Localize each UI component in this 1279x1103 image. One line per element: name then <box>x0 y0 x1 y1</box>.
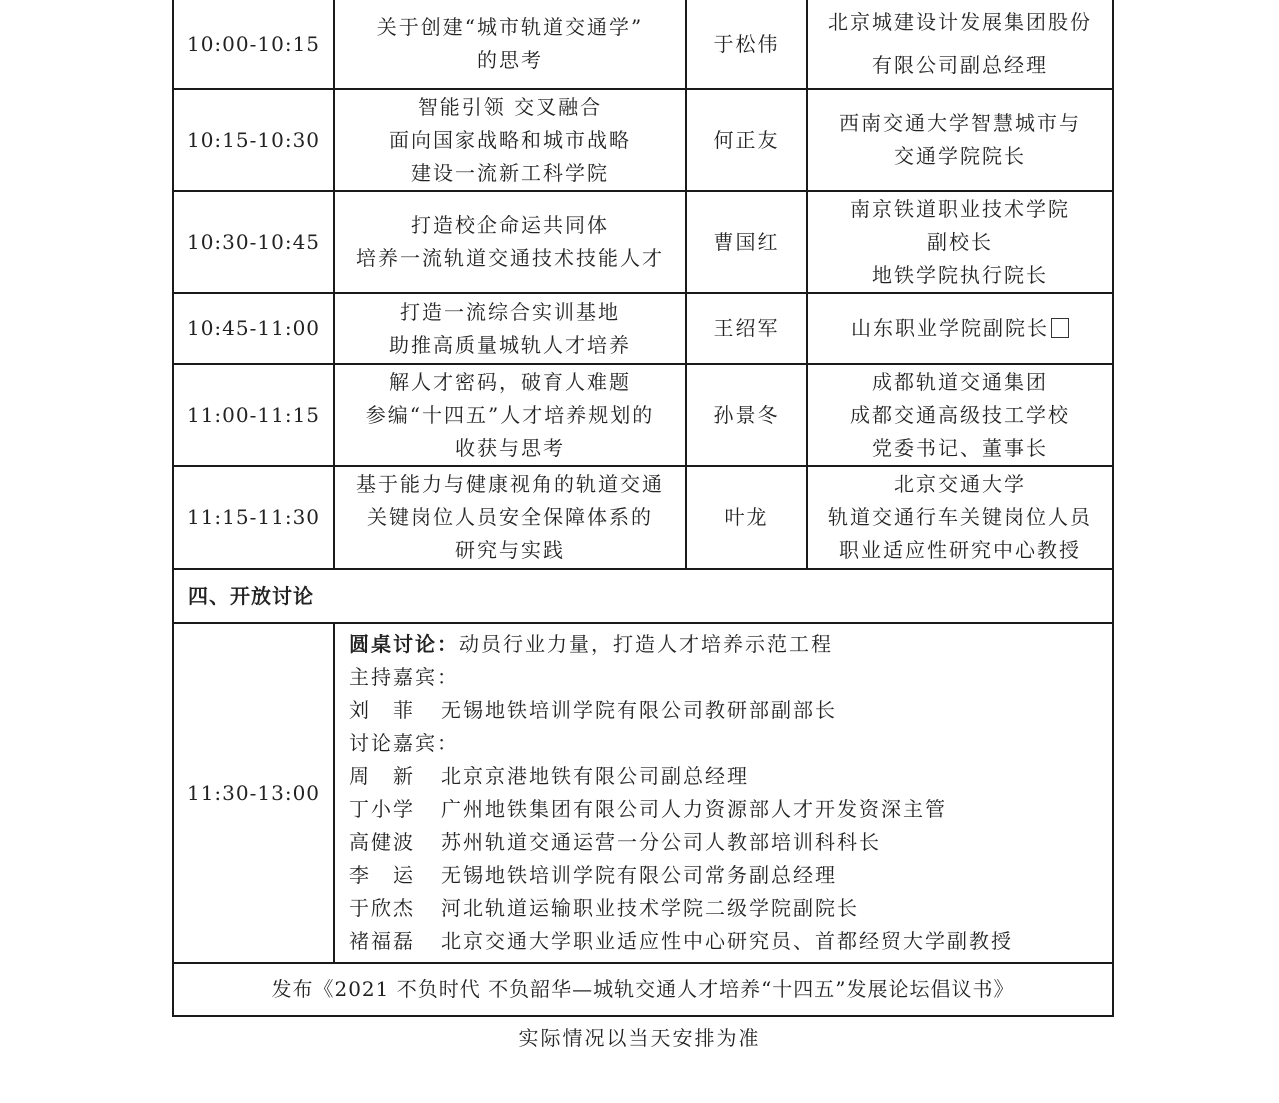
session-speaker: 王绍军 <box>686 293 807 364</box>
topic-line: 的思考 <box>477 48 543 72</box>
guest-org: 无锡地铁培训学院有限公司常务副总经理 <box>441 863 837 887</box>
session-affiliation <box>807 0 1113 89</box>
empty-box-glyph <box>1051 318 1069 338</box>
session-speaker: 孙景冬 <box>686 364 807 466</box>
guest-name: 褚福磊 <box>349 929 415 953</box>
affiliation-text: 山东职业学院副院长 <box>851 316 1049 340</box>
affiliation-line: 北京城建设计发展集团股份 <box>828 10 1092 34</box>
affiliation-line: 地铁学院执行院长 <box>872 262 1048 287</box>
agenda-table <box>172 0 1114 1017</box>
guest-org: 广州地铁集团有限公司人力资源部人才开发资深主管 <box>441 797 947 821</box>
host-name: 刘 菲 <box>349 698 415 722</box>
affiliation-line: 党委书记、董事长 <box>872 435 1048 460</box>
roundtable-time: 11:30-13:00 <box>173 623 334 963</box>
guest-name: 李 运 <box>349 863 415 887</box>
topic-line: 收获与思考 <box>455 435 565 460</box>
guest-org: 河北轨道运输职业技术学院二级学院副院长 <box>441 896 859 920</box>
topic-line: 关于创建“城市轨道交通学” <box>376 15 644 39</box>
session-speaker: 曹国红 <box>686 191 807 293</box>
affiliation-line: 成都轨道交通集团 <box>872 369 1048 394</box>
release-row <box>173 963 1113 1016</box>
guests-label: 讨论嘉宾： <box>349 731 459 755</box>
session-affiliation <box>807 364 1113 466</box>
guest-org: 北京交通大学职业适应性中心研究员、首都经贸大学副教授 <box>441 929 1013 953</box>
affiliation-line: 北京交通大学 <box>894 472 1026 496</box>
guest-entry <box>349 925 1112 958</box>
session-row <box>173 191 1113 293</box>
affiliation-line: 副校长 <box>927 229 993 254</box>
session-affiliation <box>807 293 1113 364</box>
session-speaker: 于松伟 <box>686 0 807 89</box>
session-time: 11:00-11:15 <box>173 364 334 466</box>
topic-line: 建设一流新工科学院 <box>411 160 609 185</box>
topic-line: 解人才密码，破育人难题 <box>389 369 631 394</box>
session-row <box>173 0 1113 89</box>
session-topic <box>334 466 686 569</box>
guest-entry <box>349 760 1112 793</box>
session-speaker: 何正友 <box>686 89 807 191</box>
topic-line: 培养一流轨道交通技术技能人才 <box>356 246 664 270</box>
session-affiliation <box>807 466 1113 569</box>
guest-name: 周 新 <box>349 764 415 788</box>
affiliation-line: 成都交通高级技工学校 <box>850 402 1070 427</box>
guest-name: 丁小学 <box>349 797 415 821</box>
affiliation-line: 有限公司副总经理 <box>872 53 1048 77</box>
affiliation-line: 轨道交通行车关键岗位人员 <box>828 505 1092 529</box>
host-label: 主持嘉宾： <box>349 665 459 689</box>
session-affiliation <box>807 191 1113 293</box>
guest-entry <box>349 892 1112 925</box>
topic-line: 研究与实践 <box>455 538 565 562</box>
session-topic <box>334 89 686 191</box>
section-row <box>173 569 1113 623</box>
host-org: 无锡地铁培训学院有限公司教研部副部长 <box>441 698 837 722</box>
host-entry <box>349 694 1112 727</box>
guest-org: 北京京港地铁有限公司副总经理 <box>441 764 749 788</box>
footnote: 实际情况以当天安排为准 <box>518 1026 761 1050</box>
topic-line: 基于能力与健康视角的轨道交通 <box>356 472 664 496</box>
session-time: 10:45-11:00 <box>173 293 334 364</box>
session-time: 11:15-11:30 <box>173 466 334 569</box>
session-row <box>173 293 1113 364</box>
affiliation-line: 南京铁道职业技术学院 <box>850 196 1070 221</box>
guest-name: 于欣杰 <box>349 896 415 920</box>
session-time: 10:30-10:45 <box>173 191 334 293</box>
session-affiliation <box>807 89 1113 191</box>
topic-line: 打造一流综合实训基地 <box>400 299 620 324</box>
release-text: 发布《2021 不负时代 不负韶华—城轨交通人才培养“十四五”发展论坛倡议书》 <box>173 963 1113 1016</box>
session-time: 10:00-10:15 <box>173 0 334 89</box>
session-row <box>173 364 1113 466</box>
roundtable-title-text: 动员行业力量，打造人才培养示范工程 <box>459 632 833 656</box>
topic-line: 关键岗位人员安全保障体系的 <box>367 505 653 529</box>
guest-entry <box>349 859 1112 892</box>
roundtable-title-line <box>349 628 1112 661</box>
affiliation-line: 职业适应性研究中心教授 <box>839 538 1081 562</box>
topic-line: 参编“十四五”人才培养规划的 <box>365 402 655 427</box>
session-topic <box>334 191 686 293</box>
guest-entry <box>349 793 1112 826</box>
guest-org: 苏州轨道交通运营一分公司人教部培训科科长 <box>441 830 881 854</box>
session-row <box>173 466 1113 569</box>
affiliation-line <box>808 312 1112 345</box>
guest-name: 高健波 <box>349 830 415 854</box>
session-topic <box>334 364 686 466</box>
roundtable-row <box>173 623 1113 963</box>
session-row <box>173 89 1113 191</box>
affiliation-line: 交通学院院长 <box>894 144 1026 168</box>
session-time: 10:15-10:30 <box>173 89 334 191</box>
section-title: 四、开放讨论 <box>173 569 1113 623</box>
topic-line: 智能引领 交叉融合 <box>417 94 603 119</box>
topic-line: 助推高质量城轨人才培养 <box>389 332 631 357</box>
guest-entry <box>349 826 1112 859</box>
topic-line: 面向国家战略和城市战略 <box>389 127 631 152</box>
session-speaker: 叶龙 <box>686 466 807 569</box>
roundtable-title-label: 圆桌讨论： <box>349 632 459 656</box>
session-topic <box>334 0 686 89</box>
roundtable-details <box>334 623 1113 963</box>
session-topic <box>334 293 686 364</box>
affiliation-line: 西南交通大学智慧城市与 <box>839 111 1081 135</box>
topic-line: 打造校企命运共同体 <box>411 213 609 237</box>
